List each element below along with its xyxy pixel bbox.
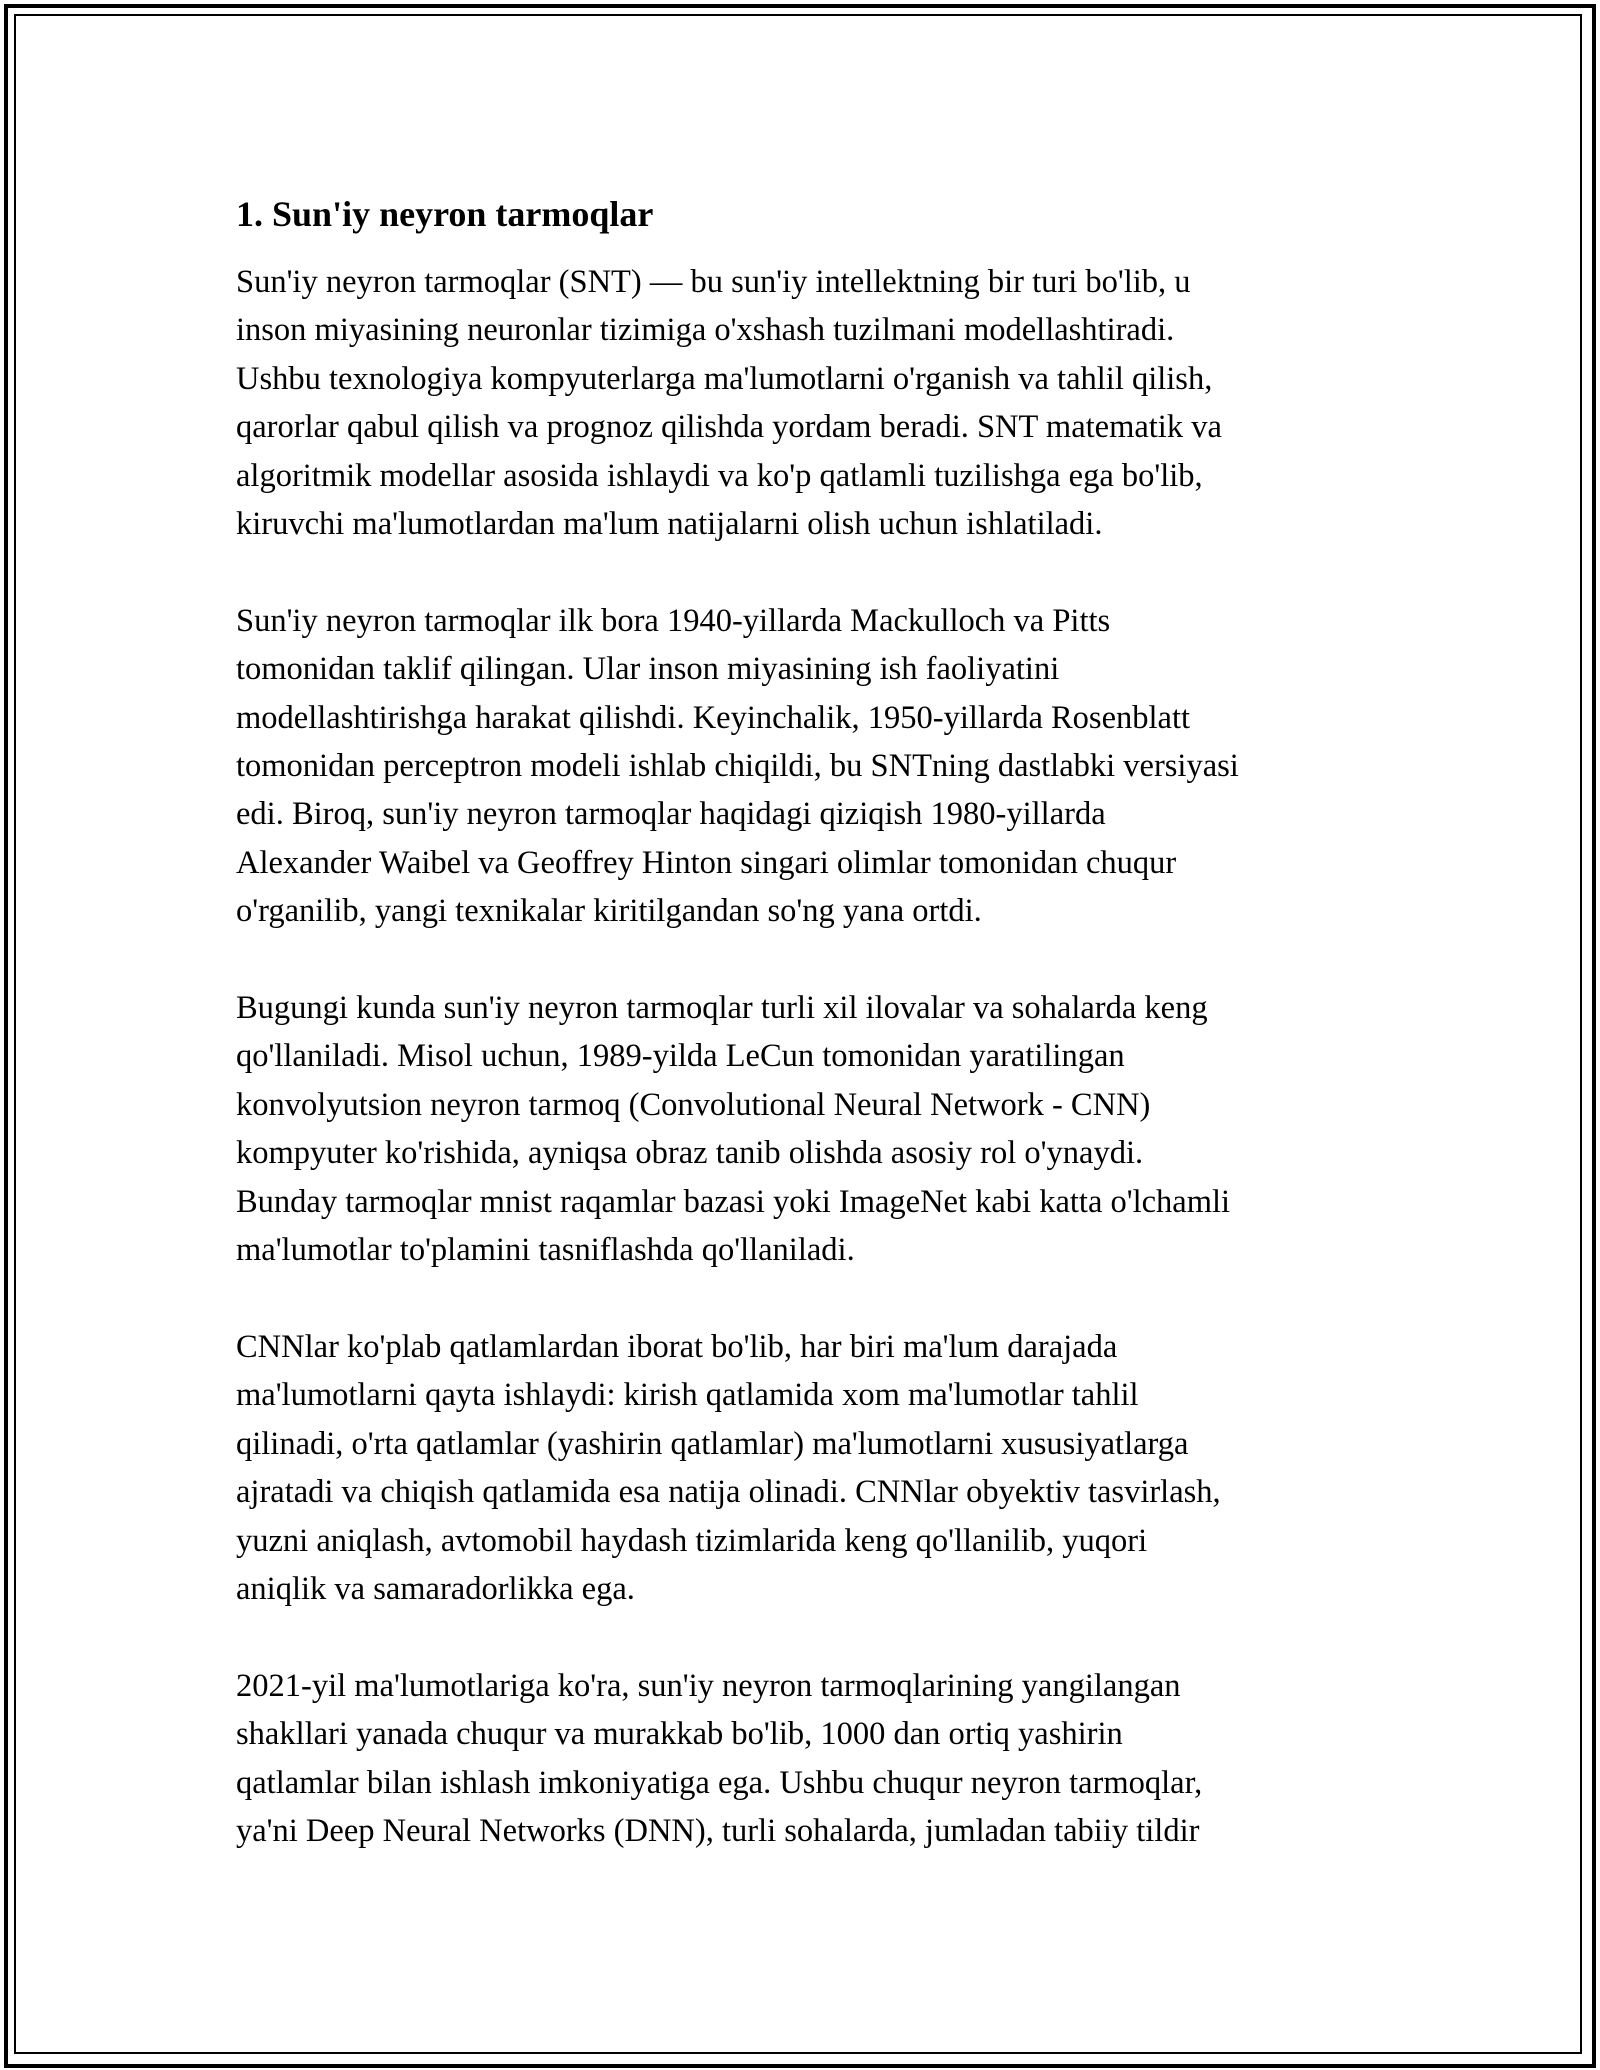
paragraph-4 [236, 1323, 1386, 1613]
text-line: edi. Biroq, sun'iy neyron tarmoqlar haqidagi qiziqish 1980-yillarda [236, 796, 1106, 833]
paragraph-2 [236, 597, 1386, 936]
text-line: ma'lumotlar to'plamini tasniflashda qo'llaniladi. [236, 1232, 855, 1269]
text-line: aniqlik va samaradorlikka ega. [236, 1570, 635, 1607]
paragraph-1 [236, 258, 1386, 548]
text-line: qo'llaniladi. Misol uchun, 1989-yilda LeCun tomonidan yaratilingan [236, 1038, 1125, 1075]
text-line: ya'ni Deep Neural Networks (DNN), turli sohalarda, jumladan tabiiy tildir [236, 1812, 1200, 1849]
text-line: Ushbu texnologiya kompyuterlarga ma'lumotlarni o'rganish va tahlil qilish, [236, 360, 1213, 397]
text-line: inson miyasining neuronlar tizimiga o'xshash tuzilmani modellashtiradi. [236, 312, 1175, 349]
text-line: modellashtirishga harakat qilishdi. Keyinchalik, 1950-yillarda Rosenblatt [236, 699, 1191, 736]
text-line: o'rganilib, yangi texnikalar kiritilgandan so'ng yana ortdi. [236, 893, 982, 930]
text-line: yuzni aniqlash, avtomobil haydash tizimlarida keng qo'llanilib, yuqori [236, 1522, 1148, 1559]
text-line: qatlamlar bilan ishlash imkoniyatiga ega. Ushbu chuqur neyron tarmoqlar, [236, 1764, 1203, 1801]
text-line: tomonidan perceptron modeli ishlab chiqildi, bu SNTning dastlabki versiyasi [236, 748, 1239, 785]
text-line: qilinadi, o'rta qatlamlar (yashirin qatlamlar) ma'lumotlarni xususiyatlarga [236, 1425, 1189, 1462]
text-line: Sun'iy neyron tarmoqlar (SNT) — bu sun'iy intellektning bir turi bo'lib, u [236, 264, 1191, 300]
text-line: CNNlar ko'plab qatlamlardan iborat bo'lib, har biri ma'lum darajada [236, 1328, 1118, 1365]
text-line: qarorlar qabul qilish va prognoz qilishda yordam beradi. SNT matematik va [236, 409, 1222, 446]
text-line: Sun'iy neyron tarmoqlar ilk bora 1940-yillarda Mackulloch va Pitts [236, 602, 1111, 639]
paragraph-5 [236, 1662, 1386, 1856]
paragraph-3 [236, 984, 1386, 1274]
text-line: kompyuter ko'rishida, ayniqsa obraz tanib olishda asosiy rol o'ynaydi. [236, 1135, 1144, 1172]
text-line: Bugungi kunda sun'iy neyron tarmoqlar turli xil ilovalar va sohalarda keng [236, 990, 1208, 1027]
text-line: tomonidan taklif qilingan. Ular inson miyasining ish faoliyatini [236, 651, 1060, 688]
text-line: 2021-yil ma'lumotlariga ko'ra, sun'iy neyron tarmoqlarining yangilangan [236, 1667, 1181, 1704]
text-line: Bunday tarmoqlar mnist raqamlar bazasi yoki ImageNet kabi katta o'lchamli [236, 1183, 1231, 1220]
text-line: shakllari yanada chuqur va murakkab bo'lib, 1000 dan ortiq yashirin [236, 1716, 1123, 1753]
text-line: algoritmik modellar asosida ishlaydi va ko'p qatlamli tuzilishga ega bo'lib, [236, 457, 1203, 494]
section-heading: 1. Sun'iy neyron tarmoqlar [236, 194, 654, 234]
text-line: Alexander Waibel va Geoffrey Hinton singari olimlar tomonidan chuqur [236, 844, 1177, 881]
text-line: kiruvchi ma'lumotlardan ma'lum natijalarni olish uchun ishlatiladi. [236, 506, 1103, 543]
document-body [236, 190, 1386, 1904]
text-line: konvolyutsion neyron tarmoq (Convolutional Neural Network - CNN) [236, 1086, 1151, 1123]
text-line: ma'lumotlarni qayta ishlaydi: kirish qatlamida xom ma'lumotlar tahlil [236, 1377, 1139, 1414]
text-line: ajratadi va chiqish qatlamida esa natija olinadi. CNNlar obyektiv tasvirlash, [236, 1474, 1221, 1511]
